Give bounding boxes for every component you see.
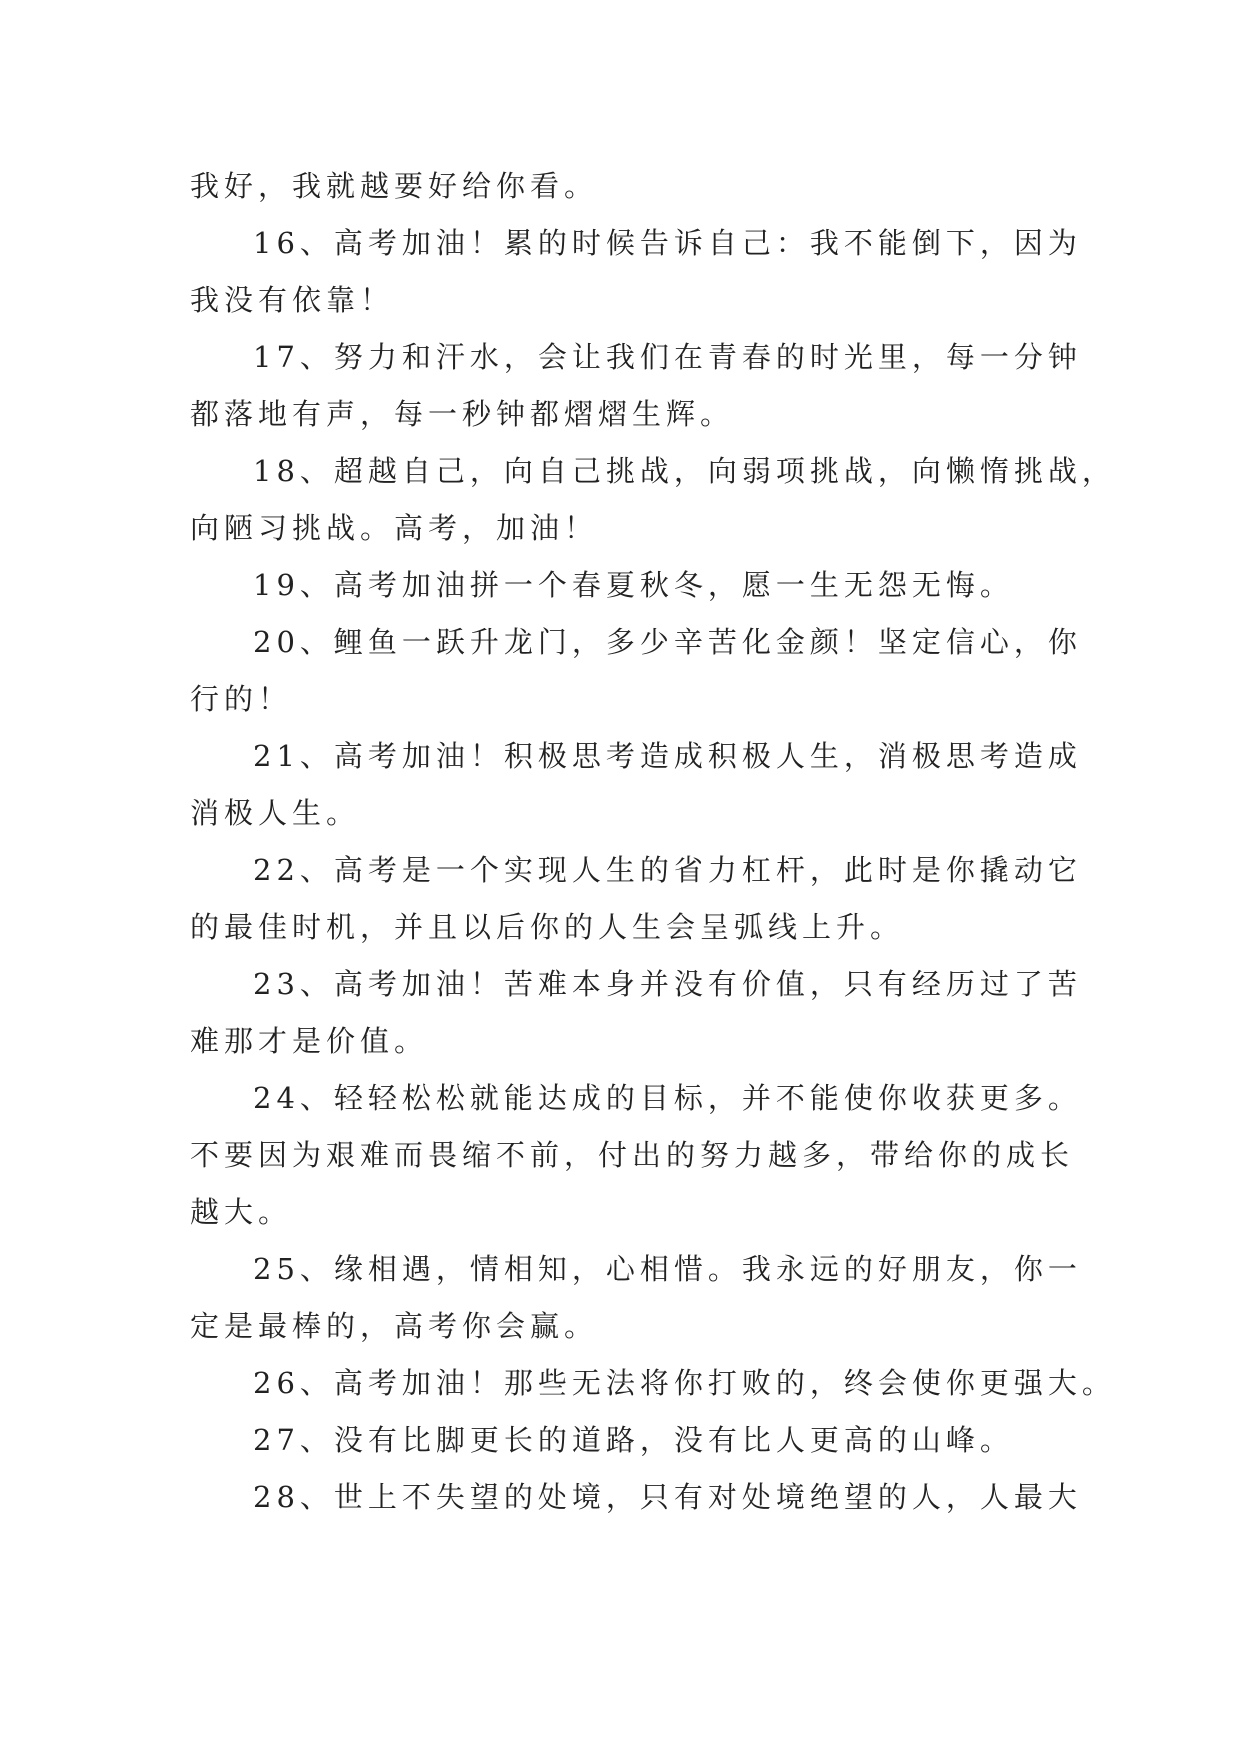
text-line: 越大。: [190, 1195, 293, 1229]
text-line: 消极人生。: [190, 796, 361, 830]
text-line: 22、高考是一个实现人生的省力杠杆，此时是你撬动它: [253, 853, 1082, 887]
text-line: 不要因为艰难而畏缩不前，付出的努力越多，带给你的成长: [190, 1138, 1075, 1172]
text-line: 向陋习挑战。高考，加油！: [190, 511, 599, 545]
text-line: 的最佳时机，并且以后你的人生会呈弧线上升。: [190, 910, 905, 944]
text-line: 16、高考加油！累的时候告诉自己：我不能倒下，因为: [253, 226, 1082, 260]
text-line: 20、鲤鱼一跃升龙门，多少辛苦化金颜！坚定信心，你: [253, 625, 1082, 659]
text-line: 我没有依靠！: [190, 283, 395, 317]
text-line: 17、努力和汗水，会让我们在青春的时光里，每一分钟: [253, 340, 1082, 374]
text-line: 难那才是价值。: [190, 1024, 429, 1058]
text-line: 27、没有比脚更长的道路，没有比人更高的山峰。: [253, 1423, 1014, 1457]
text-line: 26、高考加油！那些无法将你打败的，终会使你更强大。: [253, 1366, 1116, 1400]
text-line: 18、超越自己，向自己挑战，向弱项挑战，向懒惰挑战，: [253, 454, 1116, 488]
text-line: 24、轻轻松松就能达成的目标，并不能使你收获更多。: [253, 1081, 1082, 1115]
text-line: 都落地有声，每一秒钟都熠熠生辉。: [190, 397, 735, 431]
text-line: 19、高考加油拼一个春夏秋冬，愿一生无怨无悔。: [253, 568, 1014, 602]
text-line: 25、缘相遇，情相知，心相惜。我永远的好朋友，你一: [253, 1252, 1082, 1286]
text-line: 行的！: [190, 682, 293, 716]
text-line: 21、高考加油！积极思考造成积极人生，消极思考造成: [253, 739, 1082, 773]
text-line: 23、高考加油！苦难本身并没有价值，只有经历过了苦: [253, 967, 1082, 1001]
text-line: 我好，我就越要好给你看。: [190, 169, 599, 203]
text-line: 28、世上不失望的处境，只有对处境绝望的人，人最大: [253, 1480, 1082, 1514]
text-line: 定是最棒的，高考你会赢。: [190, 1309, 599, 1343]
